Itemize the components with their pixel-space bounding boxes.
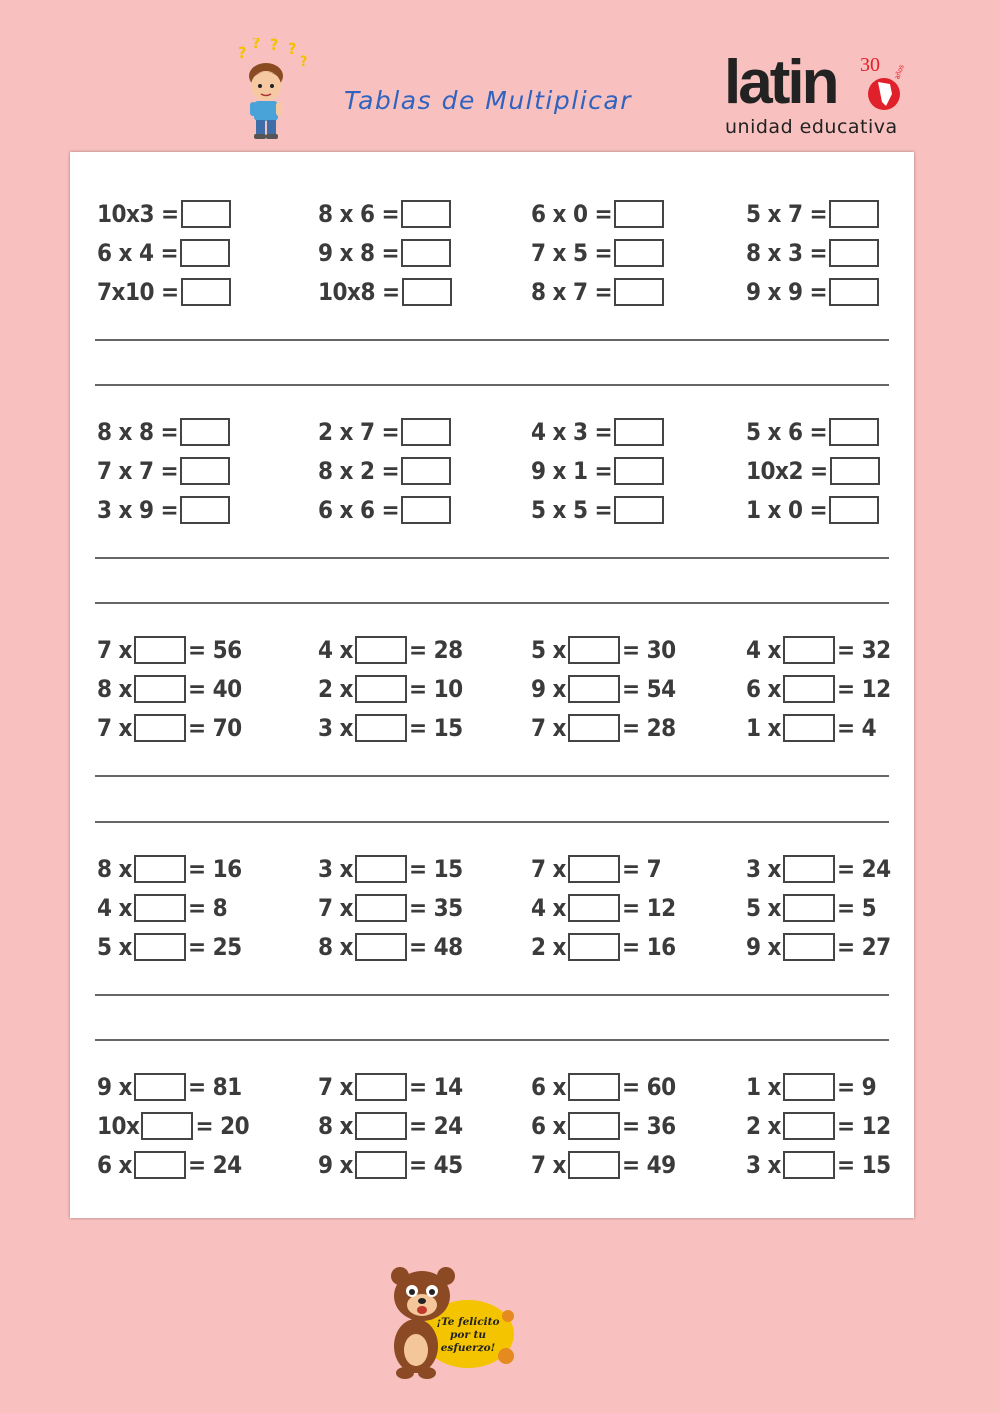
problem-result: = 9 xyxy=(836,1073,877,1101)
answer-box[interactable] xyxy=(355,894,407,922)
missing-factor-problem xyxy=(531,672,676,706)
missing-factor-problem xyxy=(318,852,463,886)
missing-factor-problem xyxy=(97,1070,242,1104)
answer-box[interactable] xyxy=(829,200,879,228)
svg-text:?: ? xyxy=(300,54,308,70)
answer-box[interactable] xyxy=(783,714,835,742)
multiplication-problem xyxy=(97,493,232,527)
problem-result: = 24 xyxy=(836,855,891,883)
missing-factor-problem xyxy=(318,1148,463,1182)
missing-factor-problem xyxy=(746,1109,891,1143)
multiplication-problem xyxy=(97,275,233,309)
answer-box[interactable] xyxy=(568,675,620,703)
missing-factor-problem xyxy=(97,672,242,706)
problem-result: = 24 xyxy=(408,1112,463,1140)
exercise-row xyxy=(70,852,914,886)
problem-factor: 1 x xyxy=(746,714,781,742)
answer-box[interactable] xyxy=(614,496,664,524)
missing-factor-problem xyxy=(531,633,676,667)
congrats-bear-sticker xyxy=(372,1262,522,1382)
answer-box[interactable] xyxy=(783,933,835,961)
exercise-row xyxy=(70,415,914,449)
answer-box[interactable] xyxy=(568,855,620,883)
answer-box[interactable] xyxy=(134,1151,186,1179)
missing-factor-problem xyxy=(746,1148,891,1182)
divider xyxy=(95,821,889,823)
answer-box[interactable] xyxy=(180,418,230,446)
missing-factor-problem xyxy=(97,891,227,925)
answer-box[interactable] xyxy=(829,239,879,267)
answer-box[interactable] xyxy=(783,1073,835,1101)
answer-box[interactable] xyxy=(401,418,451,446)
problem-factor: 7 x xyxy=(318,894,353,922)
multiplication-problem xyxy=(318,415,453,449)
missing-factor-problem xyxy=(97,1109,249,1143)
problem-factor: 4 x xyxy=(746,636,781,664)
logo-globe-o xyxy=(854,72,910,112)
missing-factor-problem xyxy=(531,891,676,925)
problem-factor: 9 x xyxy=(531,675,566,703)
problem-text: 1 x 0 = xyxy=(746,496,828,524)
missing-factor-problem xyxy=(531,1148,676,1182)
answer-box[interactable] xyxy=(402,278,452,306)
answer-box[interactable] xyxy=(180,496,230,524)
problem-result: = 8 xyxy=(187,894,228,922)
problem-result: = 28 xyxy=(408,636,463,664)
missing-factor-problem xyxy=(531,852,661,886)
problem-factor: 5 x xyxy=(97,933,132,961)
problem-result: = 35 xyxy=(408,894,463,922)
problem-factor: 7 x xyxy=(97,714,132,742)
problem-result: = 40 xyxy=(187,675,242,703)
multiplication-problem xyxy=(531,415,666,449)
problem-factor: 2 x xyxy=(318,675,353,703)
missing-factor-problem xyxy=(531,1109,676,1143)
divider xyxy=(95,775,889,777)
answer-box[interactable] xyxy=(568,1073,620,1101)
problem-result: = 10 xyxy=(408,675,463,703)
answer-box[interactable] xyxy=(783,636,835,664)
multiplication-problem xyxy=(318,275,454,309)
problem-factor: 1 x xyxy=(746,1073,781,1101)
problem-factor: 9 x xyxy=(746,933,781,961)
worksheet xyxy=(70,152,914,1218)
answer-box[interactable] xyxy=(783,855,835,883)
multiplication-problem xyxy=(531,454,666,488)
problem-factor: 8 x xyxy=(318,1112,353,1140)
problem-text: 9 x 9 = xyxy=(746,278,828,306)
divider xyxy=(95,994,889,996)
svg-text:?: ? xyxy=(288,39,297,58)
problem-factor: 8 x xyxy=(97,855,132,883)
answer-box[interactable] xyxy=(355,714,407,742)
missing-factor-problem xyxy=(97,633,242,667)
missing-factor-problem xyxy=(318,891,463,925)
problem-result: = 5 xyxy=(836,894,877,922)
problem-factor: 7 x xyxy=(531,855,566,883)
problem-text: 9 x 1 = xyxy=(531,457,613,485)
problem-text: 10x8 = xyxy=(318,278,400,306)
missing-factor-problem xyxy=(746,633,891,667)
missing-factor-problem xyxy=(318,1070,463,1104)
answer-box[interactable] xyxy=(614,200,664,228)
svg-text:?: ? xyxy=(270,38,279,54)
missing-factor-problem xyxy=(746,672,891,706)
multiplication-problem xyxy=(531,197,666,231)
missing-factor-problem xyxy=(97,852,242,886)
missing-factor-problem xyxy=(318,930,463,964)
problem-text: 8 x 2 = xyxy=(318,457,400,485)
exercise-row xyxy=(70,633,914,667)
multiplication-problem xyxy=(318,493,453,527)
missing-factor-problem xyxy=(746,711,876,745)
answer-box[interactable] xyxy=(355,1151,407,1179)
multiplication-problem xyxy=(746,236,881,270)
congrats-badge-text: ¡Te felicito por tu esfuerzo! xyxy=(436,1316,500,1354)
answer-box[interactable] xyxy=(568,933,620,961)
multiplication-problem xyxy=(97,236,232,270)
exercise-row xyxy=(70,711,914,745)
multiplication-problem xyxy=(318,197,453,231)
answer-box[interactable] xyxy=(830,457,880,485)
thinking-kid-illustration xyxy=(236,38,312,142)
problem-factor: 7 x xyxy=(318,1073,353,1101)
multiplication-problem xyxy=(531,493,666,527)
problem-factor: 5 x xyxy=(746,894,781,922)
problem-factor: 8 x xyxy=(318,933,353,961)
problem-text: 5 x 6 = xyxy=(746,418,828,446)
answer-box[interactable] xyxy=(134,1073,186,1101)
answer-box[interactable] xyxy=(401,200,451,228)
exercise-row xyxy=(70,275,914,309)
problem-text: 5 x 5 = xyxy=(531,496,613,524)
answer-box[interactable] xyxy=(134,675,186,703)
svg-text:?: ? xyxy=(238,43,247,62)
problem-result: = 25 xyxy=(187,933,242,961)
problem-result: = 12 xyxy=(621,894,676,922)
problem-factor: 8 x xyxy=(97,675,132,703)
divider xyxy=(95,1039,889,1041)
problem-factor: 6 x xyxy=(746,675,781,703)
problem-factor: 5 x xyxy=(531,636,566,664)
problem-result: = 28 xyxy=(621,714,676,742)
answer-box[interactable] xyxy=(783,1151,835,1179)
answer-box[interactable] xyxy=(783,675,835,703)
problem-result: = 56 xyxy=(187,636,242,664)
problem-text: 7 x 7 = xyxy=(97,457,179,485)
answer-box[interactable] xyxy=(181,278,231,306)
logo-subtitle: unidad educativa xyxy=(725,116,898,138)
answer-box[interactable] xyxy=(829,278,879,306)
problem-result: = 15 xyxy=(408,714,463,742)
problem-text: 10x2 = xyxy=(746,457,828,485)
multiplication-problem xyxy=(746,197,881,231)
problem-factor: 3 x xyxy=(318,714,353,742)
problem-result: = 4 xyxy=(836,714,877,742)
problem-factor: 7 x xyxy=(97,636,132,664)
problem-factor: 6 x xyxy=(97,1151,132,1179)
answer-box[interactable] xyxy=(134,894,186,922)
answer-box[interactable] xyxy=(355,636,407,664)
answer-box[interactable] xyxy=(568,636,620,664)
answer-box[interactable] xyxy=(829,418,879,446)
answer-box[interactable] xyxy=(401,457,451,485)
problem-result: = 54 xyxy=(621,675,676,703)
answer-box[interactable] xyxy=(614,418,664,446)
multiplication-problem xyxy=(746,454,882,488)
multiplication-problem xyxy=(318,454,453,488)
answer-box[interactable] xyxy=(568,1151,620,1179)
multiplication-problem xyxy=(746,493,881,527)
problem-factor: 4 x xyxy=(318,636,353,664)
answer-box[interactable] xyxy=(614,239,664,267)
answer-box[interactable] xyxy=(355,855,407,883)
missing-factor-problem xyxy=(318,672,463,706)
missing-factor-problem xyxy=(746,852,891,886)
answer-box[interactable] xyxy=(568,894,620,922)
missing-factor-problem xyxy=(746,930,891,964)
multiplication-problem xyxy=(97,197,233,231)
problem-factor: 3 x xyxy=(318,855,353,883)
answer-box[interactable] xyxy=(134,855,186,883)
exercise-row xyxy=(70,1148,914,1182)
answer-box[interactable] xyxy=(401,496,451,524)
problem-result: = 14 xyxy=(408,1073,463,1101)
answer-box[interactable] xyxy=(355,1073,407,1101)
problem-factor: 2 x xyxy=(746,1112,781,1140)
problem-factor: 9 x xyxy=(318,1151,353,1179)
multiplication-problem xyxy=(97,415,232,449)
answer-box[interactable] xyxy=(614,457,664,485)
problem-result: = 12 xyxy=(836,675,891,703)
problem-result: = 81 xyxy=(187,1073,242,1101)
problem-result: = 70 xyxy=(187,714,242,742)
problem-factor: 9 x xyxy=(97,1073,132,1101)
problem-text: 7x10 = xyxy=(97,278,179,306)
problem-result: = 16 xyxy=(187,855,242,883)
problem-result: = 49 xyxy=(621,1151,676,1179)
exercise-row xyxy=(70,672,914,706)
multiplication-problem xyxy=(318,236,453,270)
problem-factor: 6 x xyxy=(531,1073,566,1101)
problem-text: 5 x 7 = xyxy=(746,200,828,228)
problem-factor: 10x xyxy=(97,1112,140,1140)
missing-factor-problem xyxy=(531,1070,676,1104)
problem-text: 7 x 5 = xyxy=(531,239,613,267)
missing-factor-problem xyxy=(97,1148,242,1182)
exercise-row xyxy=(70,930,914,964)
exercise-row xyxy=(70,493,914,527)
problem-factor: 3 x xyxy=(746,1151,781,1179)
answer-box[interactable] xyxy=(134,933,186,961)
problem-result: = 32 xyxy=(836,636,891,664)
problem-result: = 12 xyxy=(836,1112,891,1140)
answer-box[interactable] xyxy=(134,714,186,742)
exercise-row xyxy=(70,891,914,925)
problem-text: 10x3 = xyxy=(97,200,179,228)
problem-factor: 7 x xyxy=(531,1151,566,1179)
multiplication-problem xyxy=(746,275,881,309)
logo-word: latin xyxy=(724,48,837,117)
problem-result: = 16 xyxy=(621,933,676,961)
missing-factor-problem xyxy=(746,891,876,925)
problem-text: 6 x 4 = xyxy=(97,239,179,267)
missing-factor-problem xyxy=(531,930,676,964)
missing-factor-problem xyxy=(531,711,676,745)
answer-box[interactable] xyxy=(134,636,186,664)
missing-factor-problem xyxy=(97,711,242,745)
missing-factor-problem xyxy=(318,711,463,745)
problem-text: 8 x 6 = xyxy=(318,200,400,228)
problem-text: 4 x 3 = xyxy=(531,418,613,446)
answer-box[interactable] xyxy=(568,1112,620,1140)
answer-box[interactable] xyxy=(568,714,620,742)
answer-box[interactable] xyxy=(783,1112,835,1140)
logo-30-years: 30 xyxy=(860,54,880,76)
problem-factor: 6 x xyxy=(531,1112,566,1140)
problem-result: = 20 xyxy=(195,1112,250,1140)
answer-box[interactable] xyxy=(180,457,230,485)
problem-text: 8 x 7 = xyxy=(531,278,613,306)
problem-factor: 2 x xyxy=(531,933,566,961)
answer-box[interactable] xyxy=(141,1112,193,1140)
answer-box[interactable] xyxy=(181,200,231,228)
answer-box[interactable] xyxy=(355,933,407,961)
answer-box[interactable] xyxy=(614,278,664,306)
missing-factor-problem xyxy=(746,1070,876,1104)
multiplication-problem xyxy=(531,236,666,270)
multiplication-problem xyxy=(746,415,881,449)
answer-box[interactable] xyxy=(355,1112,407,1140)
problem-factor: 4 x xyxy=(97,894,132,922)
answer-box[interactable] xyxy=(829,496,879,524)
problem-result: = 24 xyxy=(187,1151,242,1179)
exercise-row xyxy=(70,1109,914,1143)
problem-result: = 7 xyxy=(621,855,662,883)
divider xyxy=(95,339,889,341)
problem-result: = 45 xyxy=(408,1151,463,1179)
problem-result: = 15 xyxy=(408,855,463,883)
problem-result: = 60 xyxy=(621,1073,676,1101)
divider xyxy=(95,602,889,604)
answer-box[interactable] xyxy=(180,239,230,267)
answer-box[interactable] xyxy=(355,675,407,703)
problem-text: 9 x 8 = xyxy=(318,239,400,267)
exercise-row xyxy=(70,454,914,488)
missing-factor-problem xyxy=(318,633,463,667)
answer-box[interactable] xyxy=(401,239,451,267)
page-title: Tablas de Multiplicar xyxy=(344,86,632,115)
problem-text: 8 x 3 = xyxy=(746,239,828,267)
missing-factor-problem xyxy=(318,1109,463,1143)
problem-text: 2 x 7 = xyxy=(318,418,400,446)
multiplication-problem xyxy=(531,275,666,309)
problem-text: 6 x 6 = xyxy=(318,496,400,524)
problem-text: 3 x 9 = xyxy=(97,496,179,524)
svg-text:?: ? xyxy=(252,38,261,52)
school-logo xyxy=(722,48,922,142)
problem-text: 8 x 8 = xyxy=(97,418,179,446)
exercise-row xyxy=(70,197,914,231)
problem-result: = 15 xyxy=(836,1151,891,1179)
divider xyxy=(95,384,889,386)
problem-factor: 4 x xyxy=(531,894,566,922)
multiplication-problem xyxy=(97,454,232,488)
exercise-row xyxy=(70,236,914,270)
divider xyxy=(95,557,889,559)
problem-result: = 48 xyxy=(408,933,463,961)
problem-result: = 27 xyxy=(836,933,891,961)
problem-factor: 3 x xyxy=(746,855,781,883)
exercise-row xyxy=(70,1070,914,1104)
problem-result: = 30 xyxy=(621,636,676,664)
problem-factor: 7 x xyxy=(531,714,566,742)
logo-years-word: años xyxy=(893,63,906,81)
problem-result: = 36 xyxy=(621,1112,676,1140)
missing-factor-problem xyxy=(97,930,242,964)
answer-box[interactable] xyxy=(783,894,835,922)
problem-text: 6 x 0 = xyxy=(531,200,613,228)
